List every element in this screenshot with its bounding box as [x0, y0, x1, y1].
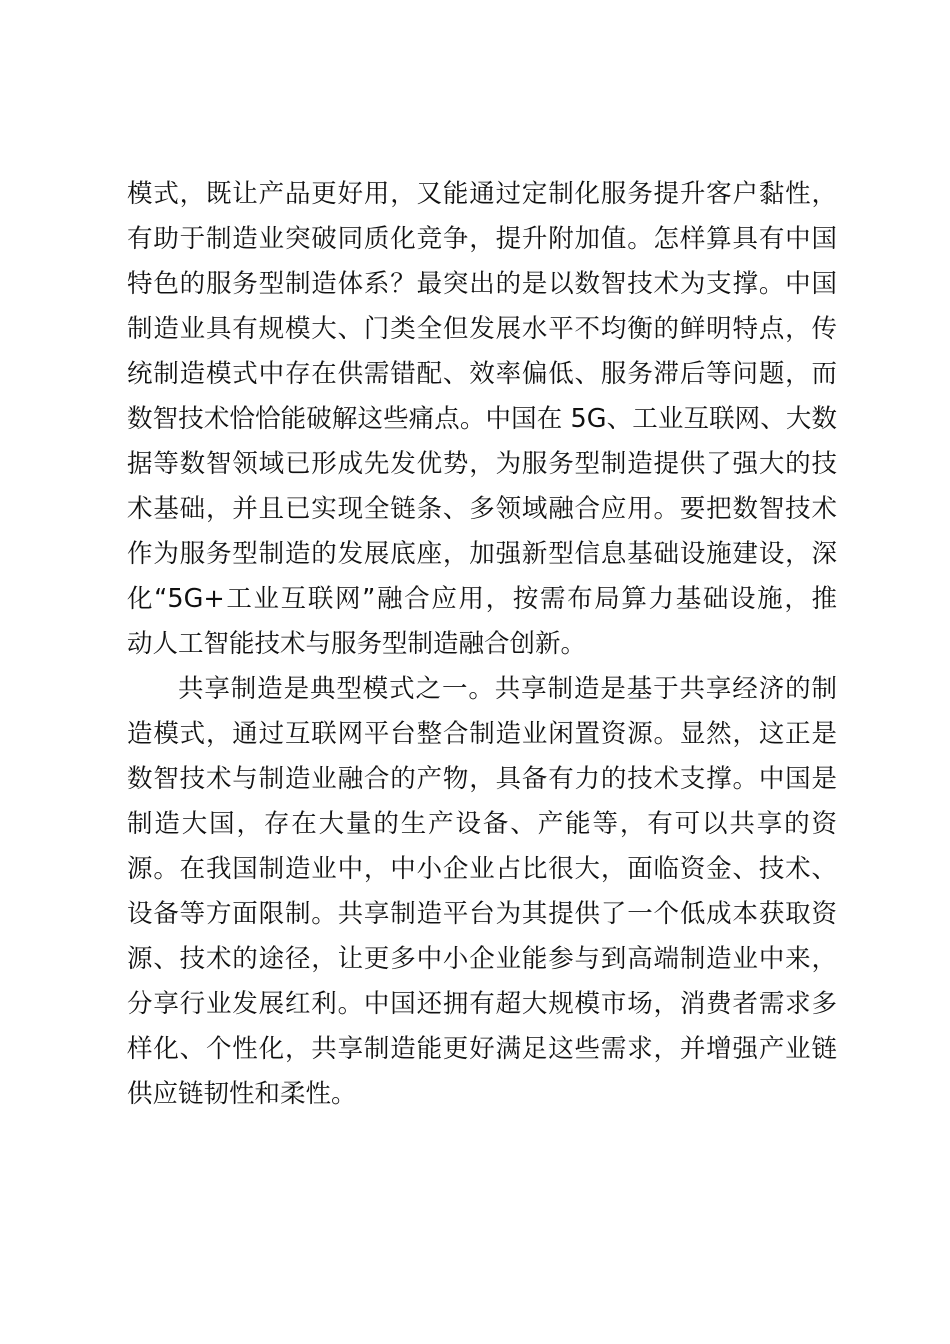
- text-line: 设备等方面限制。共享制造平台为其提供了一个低成本获取资: [127, 899, 837, 929]
- text-line: 制造业具有规模大、门类全但发展水平不均衡的鲜明特点，传: [127, 314, 837, 344]
- text-line: 制造大国，存在大量的生产设备、产能等，有可以共享的资: [127, 809, 837, 839]
- text-line: 动人工智能技术与服务型制造融合创新。: [127, 629, 587, 659]
- text-line: 术基础，并且已实现全链条、多领域融合应用。要把数智技术: [127, 494, 837, 524]
- text-line: 数智技术与制造业融合的产物，具备有力的技术支撑。中国是: [127, 764, 837, 794]
- text-line: 有助于制造业突破同质化竞争，提升附加值。怎样算具有中国: [127, 224, 837, 254]
- text-line: 源、技术的途径，让更多中小企业能参与到高端制造业中来，: [127, 944, 837, 974]
- text-line: 数智技术恰恰能破解这些痛点。中国在 5G、工业互联网、大数: [127, 404, 837, 434]
- text-line: 统制造模式中存在供需错配、效率偏低、服务滞后等问题，而: [127, 359, 837, 389]
- body-text: [127, 172, 837, 1117]
- text-line: 化“5G+工业互联网”融合应用，按需布局算力基础设施，推: [127, 584, 837, 614]
- text-line: 作为服务型制造的发展底座，加强新型信息基础设施建设，深: [127, 539, 837, 569]
- text-line: 据等数智领域已形成先发优势，为服务型制造提供了强大的技: [127, 449, 837, 479]
- text-line: 模式，既让产品更好用，又能通过定制化服务提升客户黏性，: [127, 179, 837, 209]
- paragraph-2: [127, 667, 837, 1117]
- paragraph-1: [127, 172, 837, 667]
- text-line: 分享行业发展红利。中国还拥有超大规模市场，消费者需求多: [127, 989, 837, 1019]
- text-line: 造模式，通过互联网平台整合制造业闲置资源。显然，这正是: [127, 719, 837, 749]
- text-line: 共享制造是典型模式之一。共享制造是基于共享经济的制: [178, 674, 837, 704]
- text-line: 特色的服务型制造体系？最突出的是以数智技术为支撑。中国: [127, 269, 837, 299]
- text-line: 供应链韧性和柔性。: [127, 1079, 357, 1109]
- text-line: 源。在我国制造业中，中小企业占比很大，面临资金、技术、: [127, 854, 837, 884]
- text-line: 样化、个性化，共享制造能更好满足这些需求，并增强产业链: [127, 1034, 837, 1064]
